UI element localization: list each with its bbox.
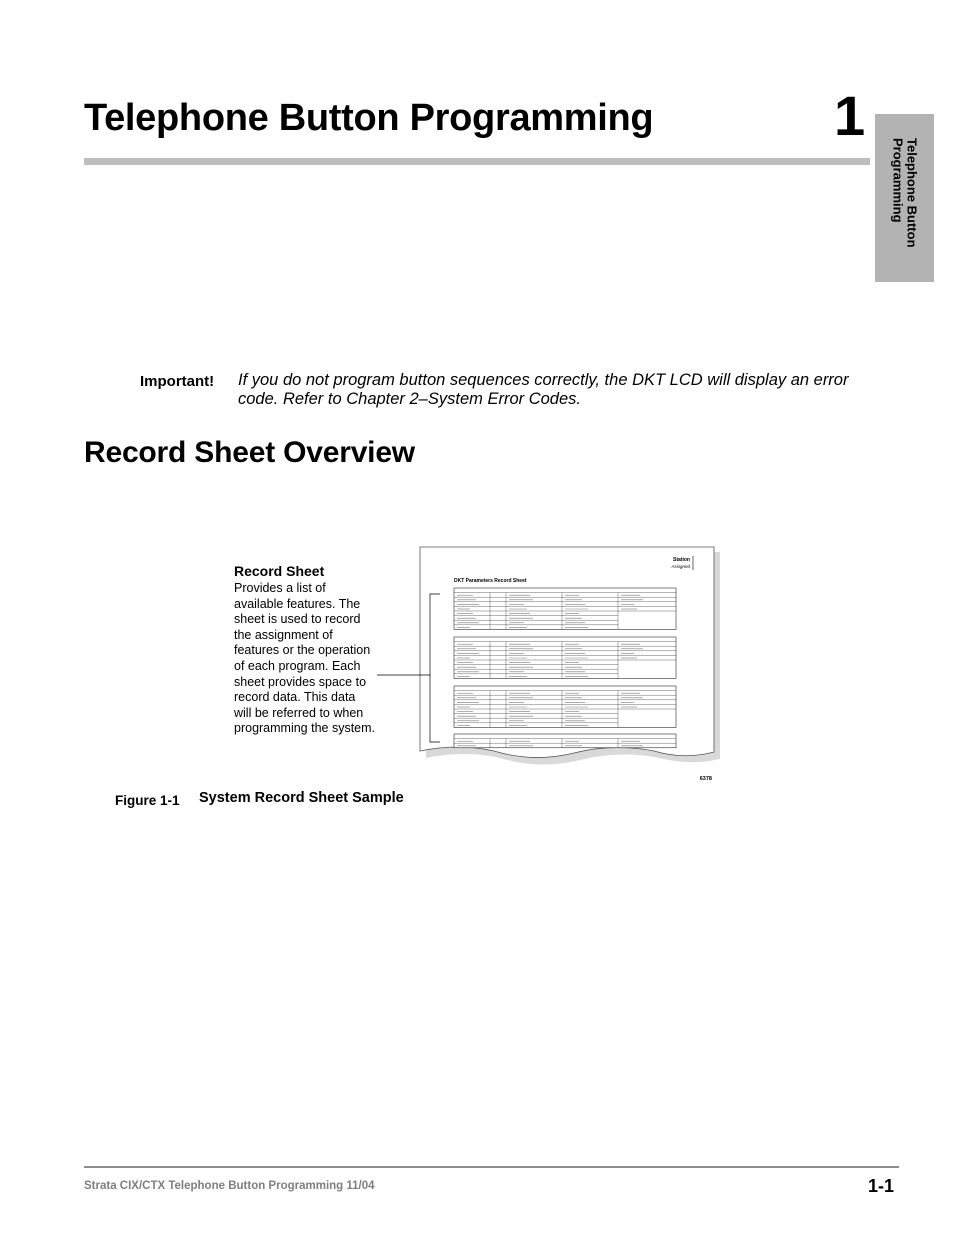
sheet-heading: DKT Parameters Record Sheet: [454, 578, 527, 584]
sheet-table-block: [454, 686, 676, 727]
side-tab-line-1: Telephone Button: [904, 138, 920, 248]
sheet-assigned-label: Assigned: [671, 564, 690, 569]
sheet-table-block: [454, 637, 676, 678]
chapter-title: Telephone Button Programming: [84, 97, 654, 139]
callout-title: Record Sheet: [234, 563, 325, 579]
callout-description: Provides a list of available features. The sheet is used to record the assignment of features or the operation of each program. Each sheet provides space to record data. This data will be referred to when programming the system.: [234, 581, 376, 736]
section-title: Record Sheet Overview: [84, 436, 415, 469]
figure-caption: System Record Sheet Sample: [199, 790, 404, 806]
sheet-table-block: [454, 734, 676, 748]
title-rule: [84, 158, 870, 165]
sheet-station-label: Station: [673, 557, 690, 563]
footer-document-title: Strata CIX/CTX Telephone Button Programming 11/04: [84, 1180, 375, 1192]
page-number: 1-1: [868, 1176, 895, 1196]
figure-id: 6378: [699, 776, 712, 782]
record-sheet-illustration: [370, 544, 725, 789]
footer-rule: [84, 1166, 899, 1168]
figure-label: Figure 1-1: [115, 793, 180, 808]
sheet-table-blocks: [454, 588, 676, 748]
chapter-number: 1: [834, 84, 866, 147]
side-tab-line-2: Programming: [890, 138, 906, 223]
sheet-table-block: [454, 588, 676, 629]
important-note: If you do not program button sequences correctly, the DKT LCD will display an error code. Refer to Chapter 2–System Error Codes.: [238, 371, 849, 408]
important-label: Important!: [140, 373, 215, 390]
side-tab-label: [891, 138, 919, 248]
chapter-side-tab[interactable]: [875, 114, 934, 282]
